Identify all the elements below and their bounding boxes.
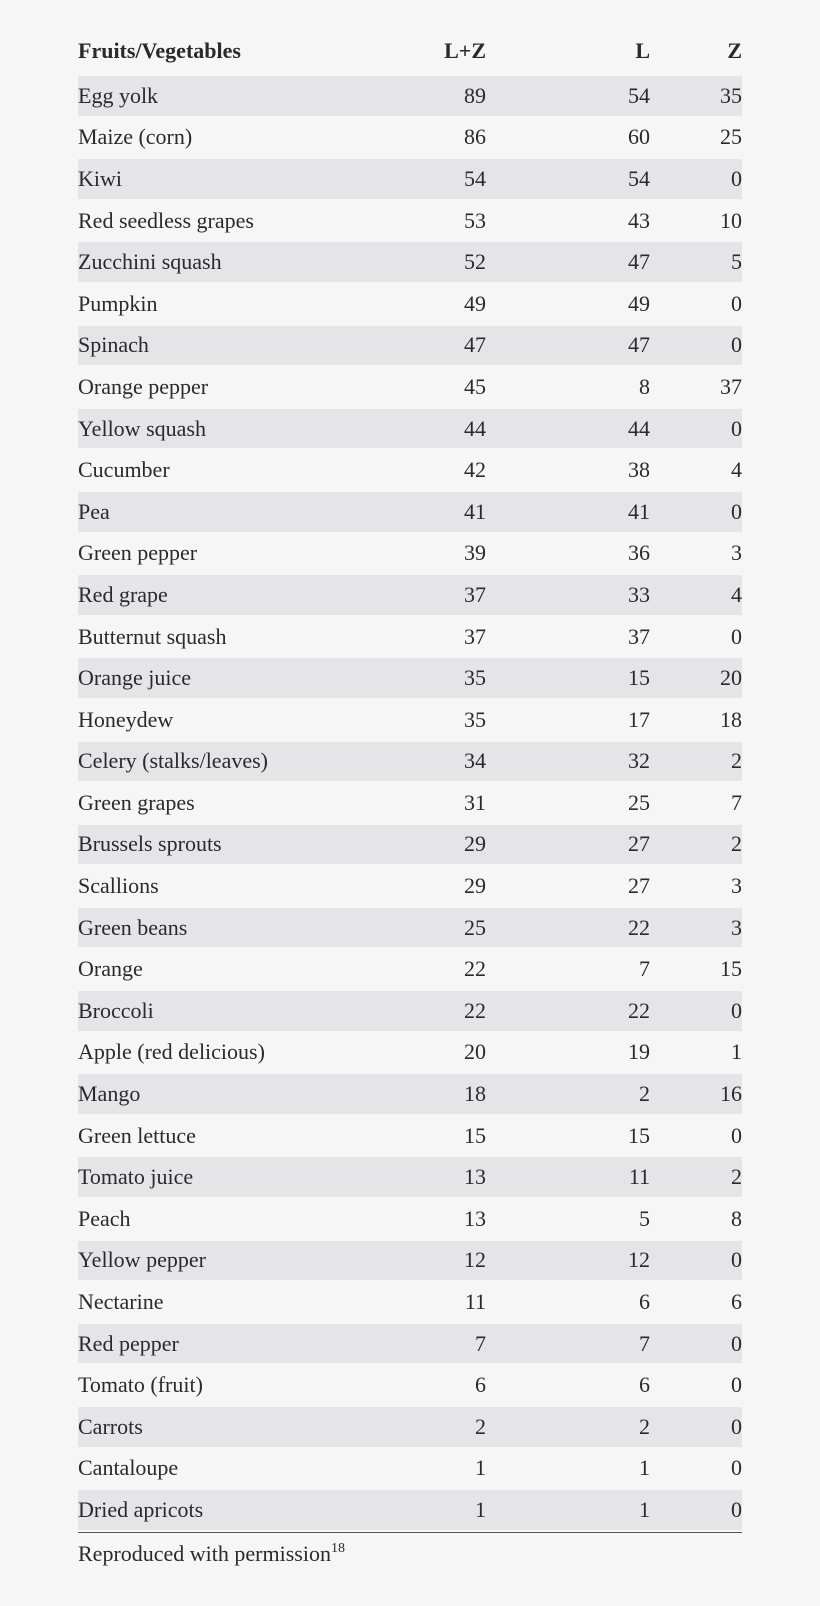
footnote-ref: 18: [330, 1540, 345, 1556]
cell-z: 15: [668, 948, 742, 990]
cell-item: Honeydew: [78, 699, 360, 741]
cell-z: 10: [668, 200, 742, 242]
table-row: [78, 574, 742, 616]
table-container: [78, 28, 742, 1567]
cell-l-plus-z: 13: [360, 1198, 506, 1240]
cell-item: Yellow pepper: [78, 1240, 360, 1282]
table-row: [78, 657, 742, 699]
cell-item: Pea: [78, 491, 360, 533]
table-row: [78, 117, 742, 159]
cell-l: 1: [506, 1489, 668, 1531]
table-row: [78, 241, 742, 283]
table-row: [78, 533, 742, 575]
cell-l-plus-z: 53: [360, 200, 506, 242]
footnote-text: Reproduced with permission: [78, 1540, 331, 1566]
cell-l: 6: [506, 1364, 668, 1406]
table-row: [78, 865, 742, 907]
table-row: [78, 1156, 742, 1198]
table-row: [78, 1073, 742, 1115]
table-bottom-rule: [78, 1532, 742, 1533]
table-row: [78, 283, 742, 325]
cell-l-plus-z: 25: [360, 907, 506, 949]
cell-l-plus-z: 11: [360, 1281, 506, 1323]
cell-l: 32: [506, 741, 668, 783]
cell-l: 15: [506, 657, 668, 699]
cell-z: 0: [668, 158, 742, 200]
cell-l-plus-z: 12: [360, 1240, 506, 1282]
table-row: [78, 699, 742, 741]
cell-item: Dried apricots: [78, 1489, 360, 1531]
cell-z: 35: [668, 75, 742, 117]
cell-l-plus-z: 39: [360, 533, 506, 575]
cell-item: Red grape: [78, 574, 360, 616]
cell-z: 3: [668, 865, 742, 907]
cell-l-plus-z: 42: [360, 449, 506, 491]
cell-l: 38: [506, 449, 668, 491]
cell-z: 7: [668, 782, 742, 824]
table-row: [78, 1406, 742, 1448]
cell-z: 0: [668, 408, 742, 450]
cell-item: Broccoli: [78, 990, 360, 1032]
cell-z: 0: [668, 1406, 742, 1448]
table-row: [78, 1364, 742, 1406]
table-row: [78, 158, 742, 200]
cell-z: 2: [668, 1156, 742, 1198]
cell-l: 7: [506, 1323, 668, 1365]
cell-z: 20: [668, 657, 742, 699]
cell-l: 47: [506, 325, 668, 367]
cell-l-plus-z: 35: [360, 699, 506, 741]
cell-item: Zucchini squash: [78, 241, 360, 283]
table-row: [78, 782, 742, 824]
cell-item: Celery (stalks/leaves): [78, 741, 360, 783]
table-row: [78, 1448, 742, 1490]
cell-z: 4: [668, 574, 742, 616]
cell-l: 44: [506, 408, 668, 450]
cell-item: Red seedless grapes: [78, 200, 360, 242]
cell-l-plus-z: 13: [360, 1156, 506, 1198]
table-row: [78, 408, 742, 450]
cell-l-plus-z: 6: [360, 1364, 506, 1406]
table-row: [78, 449, 742, 491]
cell-l-plus-z: 44: [360, 408, 506, 450]
cell-z: 0: [668, 1364, 742, 1406]
footnote: [78, 1541, 742, 1567]
cell-item: Orange: [78, 948, 360, 990]
table-row: [78, 1032, 742, 1074]
header-l: L: [506, 28, 668, 75]
cell-l: 2: [506, 1406, 668, 1448]
data-table: [78, 28, 742, 1532]
cell-l-plus-z: 1: [360, 1448, 506, 1490]
cell-z: 0: [668, 1323, 742, 1365]
cell-l: 33: [506, 574, 668, 616]
cell-l: 22: [506, 990, 668, 1032]
table-row: [78, 491, 742, 533]
header-fruits-vegetables: Fruits/Vegetables: [78, 28, 360, 75]
cell-l-plus-z: 15: [360, 1115, 506, 1157]
cell-item: Nectarine: [78, 1281, 360, 1323]
cell-item: Scallions: [78, 865, 360, 907]
cell-l: 25: [506, 782, 668, 824]
cell-z: 18: [668, 699, 742, 741]
cell-l-plus-z: 41: [360, 491, 506, 533]
cell-l: 37: [506, 616, 668, 658]
table-row: [78, 907, 742, 949]
cell-z: 0: [668, 1115, 742, 1157]
cell-l: 27: [506, 865, 668, 907]
cell-l-plus-z: 22: [360, 948, 506, 990]
header-l-plus-z: L+Z: [360, 28, 506, 75]
cell-item: Mango: [78, 1073, 360, 1115]
cell-l-plus-z: 35: [360, 657, 506, 699]
table-row: [78, 325, 742, 367]
cell-item: Yellow squash: [78, 408, 360, 450]
cell-z: 3: [668, 533, 742, 575]
cell-l: 36: [506, 533, 668, 575]
cell-item: Maize (corn): [78, 117, 360, 159]
cell-l: 49: [506, 283, 668, 325]
cell-l: 15: [506, 1115, 668, 1157]
cell-z: 4: [668, 449, 742, 491]
cell-l: 6: [506, 1281, 668, 1323]
cell-item: Cantaloupe: [78, 1448, 360, 1490]
cell-l-plus-z: 89: [360, 75, 506, 117]
cell-l: 2: [506, 1073, 668, 1115]
cell-z: 1: [668, 1032, 742, 1074]
table-row: [78, 1198, 742, 1240]
cell-l-plus-z: 1: [360, 1489, 506, 1531]
table-row: [78, 1281, 742, 1323]
table-row: [78, 990, 742, 1032]
table-row: [78, 1489, 742, 1531]
cell-z: 0: [668, 616, 742, 658]
cell-item: Orange juice: [78, 657, 360, 699]
cell-z: 0: [668, 990, 742, 1032]
cell-z: 2: [668, 741, 742, 783]
cell-l-plus-z: 29: [360, 824, 506, 866]
cell-z: 6: [668, 1281, 742, 1323]
cell-l: 47: [506, 241, 668, 283]
cell-z: 0: [668, 325, 742, 367]
cell-item: Carrots: [78, 1406, 360, 1448]
cell-item: Kiwi: [78, 158, 360, 200]
cell-item: Pumpkin: [78, 283, 360, 325]
cell-item: Green pepper: [78, 533, 360, 575]
cell-item: Spinach: [78, 325, 360, 367]
cell-l-plus-z: 31: [360, 782, 506, 824]
table-row: [78, 741, 742, 783]
cell-l: 22: [506, 907, 668, 949]
cell-item: Tomato (fruit): [78, 1364, 360, 1406]
cell-z: 25: [668, 117, 742, 159]
cell-l: 27: [506, 824, 668, 866]
table-body: [78, 75, 742, 1531]
table-row: [78, 1323, 742, 1365]
cell-item: Brussels sprouts: [78, 824, 360, 866]
cell-l-plus-z: 22: [360, 990, 506, 1032]
cell-l-plus-z: 86: [360, 117, 506, 159]
cell-z: 0: [668, 491, 742, 533]
table-row: [78, 824, 742, 866]
cell-item: Peach: [78, 1198, 360, 1240]
table-row: [78, 200, 742, 242]
cell-l-plus-z: 49: [360, 283, 506, 325]
cell-l: 43: [506, 200, 668, 242]
table-row: [78, 366, 742, 408]
cell-l-plus-z: 29: [360, 865, 506, 907]
cell-l: 60: [506, 117, 668, 159]
cell-z: 0: [668, 283, 742, 325]
cell-l: 8: [506, 366, 668, 408]
table-row: [78, 948, 742, 990]
cell-z: 2: [668, 824, 742, 866]
cell-l-plus-z: 47: [360, 325, 506, 367]
cell-l-plus-z: 54: [360, 158, 506, 200]
cell-item: Orange pepper: [78, 366, 360, 408]
cell-item: Egg yolk: [78, 75, 360, 117]
cell-l-plus-z: 34: [360, 741, 506, 783]
cell-l: 17: [506, 699, 668, 741]
cell-l-plus-z: 37: [360, 616, 506, 658]
cell-z: 37: [668, 366, 742, 408]
cell-l: 7: [506, 948, 668, 990]
header-z: Z: [668, 28, 742, 75]
cell-l-plus-z: 18: [360, 1073, 506, 1115]
cell-z: 0: [668, 1240, 742, 1282]
cell-item: Tomato juice: [78, 1156, 360, 1198]
cell-l-plus-z: 2: [360, 1406, 506, 1448]
cell-z: 16: [668, 1073, 742, 1115]
cell-item: Butternut squash: [78, 616, 360, 658]
cell-l: 41: [506, 491, 668, 533]
cell-l: 11: [506, 1156, 668, 1198]
cell-item: Green lettuce: [78, 1115, 360, 1157]
cell-l: 19: [506, 1032, 668, 1074]
cell-l-plus-z: 37: [360, 574, 506, 616]
header-row: [78, 28, 742, 75]
cell-z: 0: [668, 1448, 742, 1490]
cell-item: Green grapes: [78, 782, 360, 824]
cell-l: 12: [506, 1240, 668, 1282]
cell-item: Apple (red delicious): [78, 1032, 360, 1074]
cell-z: 5: [668, 241, 742, 283]
cell-l-plus-z: 7: [360, 1323, 506, 1365]
cell-z: 0: [668, 1489, 742, 1531]
cell-l-plus-z: 20: [360, 1032, 506, 1074]
cell-z: 3: [668, 907, 742, 949]
cell-item: Green beans: [78, 907, 360, 949]
cell-l-plus-z: 45: [360, 366, 506, 408]
cell-item: Red pepper: [78, 1323, 360, 1365]
cell-z: 8: [668, 1198, 742, 1240]
table-header: [78, 28, 742, 75]
table-row: [78, 1240, 742, 1282]
cell-l-plus-z: 52: [360, 241, 506, 283]
cell-item: Cucumber: [78, 449, 360, 491]
cell-l: 54: [506, 75, 668, 117]
table-row: [78, 1115, 742, 1157]
cell-l: 1: [506, 1448, 668, 1490]
table-row: [78, 75, 742, 117]
cell-l: 54: [506, 158, 668, 200]
table-row: [78, 616, 742, 658]
cell-l: 5: [506, 1198, 668, 1240]
